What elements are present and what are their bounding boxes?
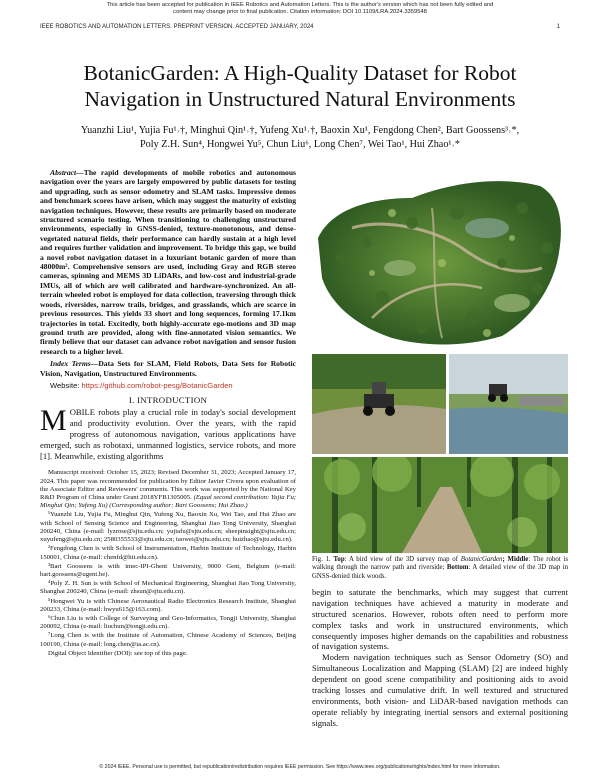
intro-text: OBILE robots play a crucial role in today's social development and productivity evolution. Over the years, with the rapid progress of autonomous navigation, various applications have emerged, such as robotaxi, unmanned logistics, service robots, and more [1]. Meanwhile, existing algorithms — [40, 406, 296, 461]
left-column — [40, 168, 296, 659]
index-terms-lead: Index Terms — [50, 359, 91, 369]
section-heading: I. INTRODUCTION — [128, 394, 208, 405]
footnote-2: ²Fengdong Chen is with School of Instrumentation, Harbin Institute of Technology, Harbin 150001, China (e-mail: chenfd@hit.edu.cn). — [40, 545, 296, 561]
running-head — [40, 24, 560, 30]
footnote-4: ⁴Poly Z. H. Sun is with School of Mechanical Engineering, Shanghai Jiao Tong University, Shanghai 200240, China (e-mail: zhsun@sjtu.edu.cn). — [40, 580, 296, 596]
website-link[interactable]: https://github.com/robot-pesg/BotanicGarden — [81, 380, 233, 390]
bottom-notice: © 2024 IEEE. Personal use is permitted, but republication/redistribution requires IEEE permission. See https://www.ieee.org/publications/rights/index.html for more information. — [99, 764, 501, 770]
authors-line-2: Poly Z.H. Sun⁴, Hongwei Yu⁵, Chun Liu⁶, Long Chen⁷, Wei Tao¹, Hui Zhao¹˒* — [140, 138, 460, 150]
website-label: Website: — [50, 380, 82, 390]
index-terms — [40, 359, 296, 378]
right-body-text — [312, 587, 568, 729]
footnote-7: ⁷Long Chen is with the Institute of Automation, Chinese Academy of Sciences, Beijing 100190, China (e-mail: long.chen@ia.ac.cn). — [40, 632, 296, 648]
title-line-2: Navigation in Unstructured Natural Environments — [84, 87, 516, 111]
figure-caption: Fig. 1. Top: A bird view of the 3D survey map of BotanicGarden; Middle: The robot is walking through the narrow path and riverside; Bottom: A detailed view of the 3D map in GNSS-denied thick woods. — [312, 556, 568, 580]
woods-map-graphic — [312, 457, 568, 553]
website-line — [50, 381, 296, 391]
abstract-text: —The rapid developments of mobile robotics and autonomous navigation over the years are largely empowered by public datasets for testing and upgrading, such as sensor odometry and SLAM tasks. Impressive demos and benchmark scores have arisen, which may suggest the maturity of existing navigation techniques. However, these results are primarily based on moderate structured scenario testing. When transitioning to challenging unstructured environments, especially in GNSS-denied, texture-monotonous, and dense-vegetated natural fields, their performance can hardly sustain at a high level and requires further validation and improvement. To bridge this gap, we build a novel robot navigation dataset in a luxuriant botanic garden of more than 48000m². Comprehensive sensors are used, including Gray and RGB stereo cameras, spinning and MEMS 3D LiDARs, and low-cost and industrial-grade IMUs, all of which are well calibrated and hardware-synchronized. An all-terrain wheeled robot is employed for data collection, traversing through thick woods, riversides, narrow trails, bridges, and grasslands, which are scarce in previous resources. This yields 33 short and long sequences, forming 17.1km trajectories in total. Excitedly, both highly-accurate ego-motions and 3D map ground truth are provided, along with fine-annotated vision semantics. We firmly believe that our dataset can advance robot navigation and sensor fusion research to a higher level. — [40, 168, 296, 356]
woods-map-image — [312, 457, 568, 553]
authors-line-1: Yuanzhi Liu¹, Yujia Fu¹˒†, Minghui Qin¹˒†, Yufeng Xu¹˒†, Baoxin Xu¹, Fengdong Chen², Bart Goossens³˒*, — [80, 125, 520, 136]
page-number: 1 — [556, 24, 560, 30]
riverside-graphic — [449, 354, 568, 454]
figure-1 — [312, 168, 568, 553]
robot-path-image — [312, 354, 446, 454]
paper-title — [40, 60, 560, 112]
footnote-3: ³Bart Goossens is with imec-IPI-Ghent University, 9000 Gent, Belgium (e-mail: bart.goossens@ugent.be). — [40, 562, 296, 578]
journal-name: IEEE ROBOTICS AND AUTOMATION LETTERS. PREPRINT VERSION. ACCEPTED JANUARY, 2024 — [40, 24, 314, 30]
right-paragraph-2: Modern navigation techniques such as Sensor Odometry (SO) and Simultaneous Localization and Mapping (SLAM) [2] are indeed highly dependent on good scene compatibility and positioning aids to avoid tracking losses and cumulative drift. In well textured and structured environments, both vision- and LiDAR-based navigation methods can operate reliably by integrating inertial sensors and external positioning signals. — [312, 652, 568, 728]
author-list — [40, 124, 560, 151]
footnote-1: ¹Yuanzhi Liu, Yujia Fu, Minghui Qin, Yufeng Xu, Baoxin Xu, Wei Tao, and Hui Zhao are with School of Sensing Science and Engineering, Shanghai Jiao Tong University, Shanghai 200240, China (e-mail: lyzrose@sjtu.edu.cn; yujiafu@sjtu.edu.cn; sheepinsight@sjtu.edu.cn; xuyufeng@sjtu.edu.cn; 2580355533@sjtu.edu.cn; taowei@sjtu.edu.cn; huizhao@sjtu.edu.cn). — [40, 511, 296, 544]
footnote-contribution: (Equal second contribution: Yujia Fu; Minghui Qin; Yufeng Xu) (Corresponding author: Bart Goossens; Hui Zhao.) — [40, 494, 297, 510]
abstract — [40, 168, 296, 356]
survey-map-graphic — [312, 168, 568, 351]
top-notice — [0, 2, 600, 16]
right-column — [312, 168, 568, 729]
footnotes — [40, 469, 296, 657]
riverside-image — [449, 354, 568, 454]
intro-paragraph — [40, 403, 296, 462]
footnote-doi: Digital Object Identifier (DOI): see top of this page. — [48, 649, 188, 657]
survey-map-image — [312, 168, 568, 351]
notice-line-1: This article has been accepted for publication in IEEE Robotics and Automation Letters. This is the author's version which has not been fully edited and — [106, 2, 494, 8]
abstract-lead: Abstract — [50, 168, 77, 177]
notice-line-2: content may change prior to final publication. Citation information: DOI 10.1109/LRA.2024.3359548 — [173, 9, 427, 16]
robot-path-graphic — [312, 354, 446, 454]
right-paragraph-1: begin to saturate the benchmarks, which may suggest that current navigation techniques have achieved a maturity in moderate and structured scenarios. However, robots often need to perform more complex tasks and work in unstructured environments, which consequently imposes higher demands on the capabilities and robustness of navigation systems. — [312, 586, 568, 652]
footnote-5: ⁵Hongwei Yu is with Chinese Aeronautical Radio Electronics Research Institute, Shanghai 200233, China (e-mail: hwyu615@163.com). — [40, 597, 296, 613]
footnote-6: ⁶Chun Liu is with College of Surveying and Geo-Informatics, Tongji University, Shanghai 200092, China (e-mail: liuchun@tongji.edu.cn). — [40, 614, 296, 631]
title-line-1: BotanicGarden: A High-Quality Dataset for Robot — [83, 61, 517, 85]
index-terms-text: —Data Sets for SLAM, Field Robots, Data Sets for Robotic Vision, Navigation, Unstructured Environments. — [40, 359, 297, 378]
drop-cap: M — [40, 403, 67, 437]
footnote-received: Manuscript received: October 15, 2023; Revised December 31, 2023; Accepted January 17, 2024. This paper was recommended for publication by Editor Javier Civera upon evaluation of the Associate Editor and Reviewers' comments. This work was supported by the National Key R&D Program of China under Grant 2018YFB1305005. (Equal second contribution: Yujia Fu; Minghui Qin; Yufeng Xu) (Corresponding author: Bart Goossens; Hui Zhao.) — [40, 469, 297, 510]
